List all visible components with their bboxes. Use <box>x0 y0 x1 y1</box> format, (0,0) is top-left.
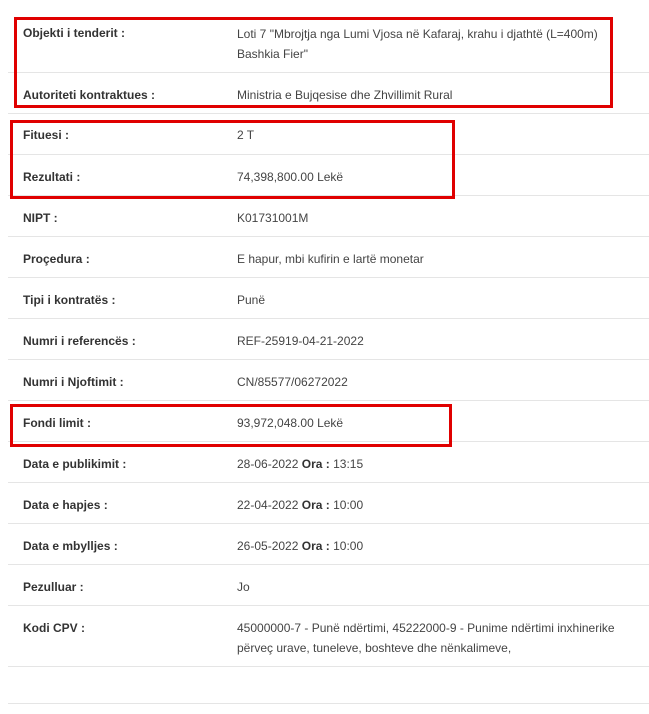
time-hapja: 10:00 <box>333 498 364 512</box>
value-tipi: Punë <box>237 293 266 307</box>
date-hapja: 22-04-2022 <box>237 498 299 512</box>
label-njoftimi: Numri i Njoftimit : <box>23 375 124 389</box>
highlight-box-fondi <box>10 404 452 447</box>
value-hapja <box>237 495 642 515</box>
label-tipi: Tipi i kontratës : <box>23 293 116 307</box>
value-objekti: Loti 7 "Mbrojtja nga Lumi Vjosa në Kafaraj, krahu i djathtë (L=400m) Bashkia Fier" <box>237 27 598 61</box>
date-mbyllja: 26-05-2022 <box>237 539 299 553</box>
label-nipt: NIPT : <box>23 211 58 225</box>
time-publikimi: 13:15 <box>333 457 364 471</box>
label-mbyllja: Data e mbylljes : <box>23 539 118 553</box>
table-row-procedura <box>8 237 649 278</box>
value-fituesi: 2 T <box>237 128 255 142</box>
value-referenca: REF-25919-04-21-2022 <box>237 334 364 348</box>
value-publikimi <box>237 454 642 474</box>
date-publikimi: 28-06-2022 <box>237 457 299 471</box>
label-hapja: Data e hapjes : <box>23 498 108 512</box>
label-fondi: Fondi limit : <box>23 416 91 430</box>
table-row-tipi <box>8 278 649 319</box>
label-cpv: Kodi CPV : <box>23 621 85 635</box>
time-mbyllja: 10:00 <box>333 539 364 553</box>
label-procedura: Proçedura : <box>23 252 90 266</box>
label-pezulluar: Pezulluar : <box>23 580 84 594</box>
value-njoftimi: CN/85577/06272022 <box>237 375 348 389</box>
value-rezultati: 74,398,800.00 Lekë <box>237 170 344 184</box>
value-nipt: K01731001M <box>237 211 309 225</box>
highlight-box-objekti <box>14 17 613 108</box>
ora-label: Ora : <box>301 498 330 512</box>
label-autoriteti: Autoriteti kontraktues : <box>23 88 156 102</box>
highlight-box-fituesi <box>10 120 455 199</box>
value-procedura: E hapur, mbi kufirin e lartë monetar <box>237 252 424 266</box>
table-row-referenca <box>8 319 649 360</box>
table-row-mbyllja <box>8 524 649 565</box>
table-row-nipt <box>8 196 649 237</box>
table-row-pezulluar <box>8 565 649 606</box>
label-objekti: Objekti i tenderit : <box>23 26 126 40</box>
value-mbyllja <box>237 536 642 556</box>
divider <box>8 703 649 704</box>
value-autoriteti: Ministria e Bujqesise dhe Zhvillimit Rural <box>237 88 453 102</box>
table-row-cpv <box>8 606 649 667</box>
table-row-njoftimi <box>8 360 649 401</box>
label-rezultati: Rezultati : <box>23 170 81 184</box>
ora-label: Ora : <box>301 539 330 553</box>
table-row-publikimi <box>8 442 649 483</box>
label-fituesi: Fituesi : <box>23 128 70 142</box>
value-fondi: 93,972,048.00 Lekë <box>237 416 344 430</box>
table-row-hapja <box>8 483 649 524</box>
label-referenca: Numri i referencës : <box>23 334 136 348</box>
ora-label: Ora : <box>301 457 330 471</box>
value-cpv: 45000000-7 - Punë ndërtimi, 45222000-9 - Punime ndërtimi inxhinerike përveç urave, tuneleve, boshteve dhe nënkalimeve, <box>237 621 615 655</box>
label-publikimi: Data e publikimit : <box>23 457 127 471</box>
value-pezulluar: Jo <box>237 580 250 594</box>
